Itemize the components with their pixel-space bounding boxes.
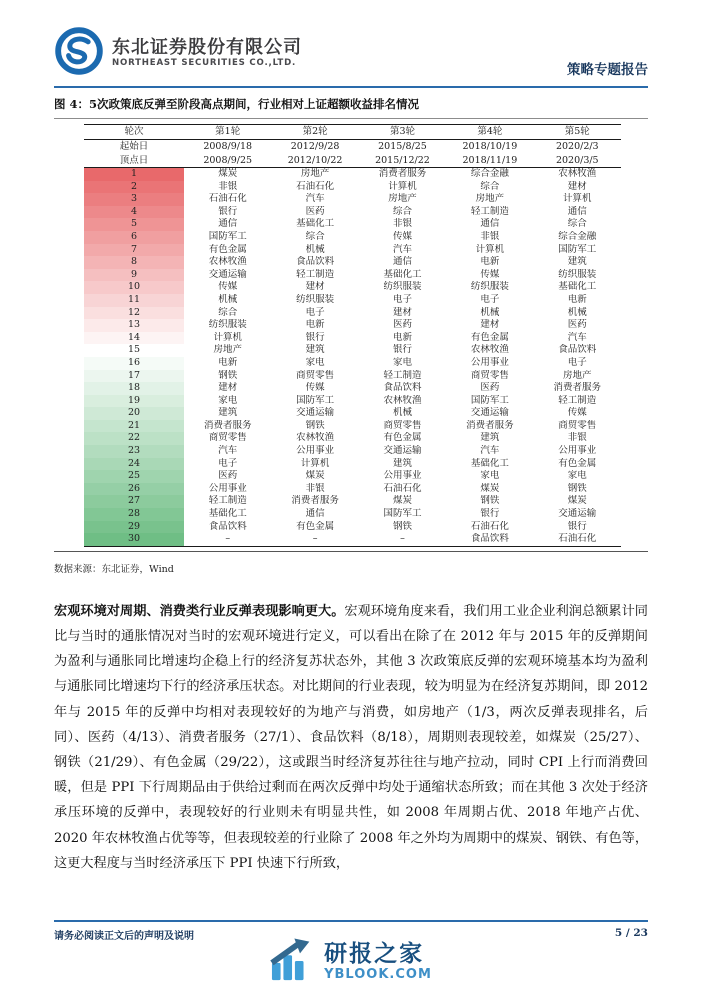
industry-cell: 非银 bbox=[392, 218, 412, 230]
rank-cell: 1 bbox=[84, 168, 184, 181]
industry-cell: 家电 bbox=[218, 394, 238, 406]
industry-cell: 交通运输 bbox=[383, 445, 422, 457]
start-date-row bbox=[84, 140, 621, 154]
industry-cell: 汽车 bbox=[392, 243, 412, 255]
table-row bbox=[84, 294, 621, 307]
industry-cell: 农林牧渔 bbox=[470, 344, 509, 356]
industry-cell: 国防军工 bbox=[558, 243, 597, 255]
table-row bbox=[84, 231, 621, 244]
table-row bbox=[84, 395, 621, 408]
company-name-block bbox=[112, 38, 302, 69]
rank-cell: 2 bbox=[84, 181, 184, 194]
table-row bbox=[84, 206, 621, 219]
industry-cell: 钢铁 bbox=[305, 419, 325, 431]
company-logo-icon bbox=[54, 26, 104, 80]
rank-cell: 13 bbox=[84, 319, 184, 332]
industry-cell: 基础化工 bbox=[296, 218, 335, 230]
industry-cell: 交通运输 bbox=[470, 407, 509, 419]
page-header bbox=[54, 0, 648, 88]
header-cell: 第3轮 bbox=[359, 125, 446, 140]
industry-cell: 有色金属 bbox=[558, 457, 597, 469]
industry-cell: 汽车 bbox=[480, 445, 500, 457]
industry-cell: 公用事业 bbox=[470, 356, 509, 368]
industry-cell: 建材 bbox=[567, 180, 587, 192]
rank-cell: 16 bbox=[84, 357, 184, 370]
industry-cell: 建材 bbox=[392, 306, 412, 318]
industry-cell: 汽车 bbox=[305, 193, 325, 205]
industry-cell: 钢铁 bbox=[480, 495, 500, 507]
industry-cell: 食品饮料 bbox=[383, 382, 422, 394]
industry-cell: 商贸零售 bbox=[383, 419, 422, 431]
table-row bbox=[84, 344, 621, 357]
table-row bbox=[84, 281, 621, 294]
industry-cell: 商贸零售 bbox=[470, 369, 509, 381]
industry-cell: 公用事业 bbox=[558, 445, 597, 457]
rank-cell: 28 bbox=[84, 508, 184, 521]
rank-cell: 26 bbox=[84, 483, 184, 496]
industry-cell: 消费者服务 bbox=[378, 168, 427, 179]
industry-cell: 计算机 bbox=[563, 193, 592, 205]
industry-cell: 食品饮料 bbox=[558, 344, 597, 356]
industry-cell: 国防军工 bbox=[208, 230, 247, 242]
industry-cell: 交通运输 bbox=[558, 508, 597, 520]
industry-cell: 食品饮料 bbox=[208, 520, 247, 532]
industry-cell: 有色金属 bbox=[296, 520, 335, 532]
industry-cell: 钢铁 bbox=[392, 520, 412, 532]
header-cell: 第1轮 bbox=[184, 125, 271, 140]
table-row bbox=[84, 256, 621, 269]
industry-cell: 基础化工 bbox=[383, 268, 422, 280]
rank-cell: 19 bbox=[84, 395, 184, 408]
table-row bbox=[84, 307, 621, 320]
industry-cell: 商贸零售 bbox=[208, 432, 247, 444]
company-name-cn: 东北证券股份有限公司 bbox=[112, 36, 302, 58]
header-cell: 第5轮 bbox=[534, 125, 621, 140]
header-cell: 第2轮 bbox=[271, 125, 358, 140]
table-row bbox=[84, 470, 621, 483]
industry-cell: 交通运输 bbox=[296, 407, 335, 419]
rank-cell: 15 bbox=[84, 344, 184, 357]
industry-cell: 国防军工 bbox=[383, 508, 422, 520]
header-cell: 2008/9/25 bbox=[184, 154, 271, 168]
industry-cell: 传媒 bbox=[305, 382, 325, 394]
industry-cell: 家电 bbox=[567, 470, 587, 482]
industry-cell: 食品饮料 bbox=[296, 256, 335, 268]
rank-cell: 22 bbox=[84, 432, 184, 445]
rank-cell: 6 bbox=[84, 231, 184, 244]
industry-cell: 医药 bbox=[480, 382, 500, 394]
table-row bbox=[84, 533, 621, 546]
industry-cell: 非银 bbox=[305, 482, 325, 494]
industry-cell: 综合 bbox=[305, 230, 325, 242]
watermark bbox=[0, 938, 702, 986]
page-number: 5 / 23 bbox=[614, 927, 648, 939]
table-row bbox=[84, 181, 621, 194]
header-cell: 2018/11/19 bbox=[446, 154, 533, 168]
industry-cell: 国防军工 bbox=[470, 394, 509, 406]
industry-cell: 家电 bbox=[392, 356, 412, 368]
rank-cell: 12 bbox=[84, 307, 184, 320]
industry-cell: 电新 bbox=[305, 319, 325, 331]
rank-cell: 5 bbox=[84, 218, 184, 231]
industry-cell: 有色金属 bbox=[470, 331, 509, 343]
industry-cell: 电新 bbox=[392, 331, 412, 343]
industry-cell: 建筑 bbox=[392, 457, 412, 469]
figure-bottom-rule bbox=[54, 551, 648, 552]
rank-cell: 29 bbox=[84, 521, 184, 534]
header-cell: 2020/3/5 bbox=[534, 154, 621, 168]
industry-cell: 传媒 bbox=[218, 281, 238, 293]
industry-cell: 通信 bbox=[218, 218, 238, 230]
industry-cell: 建筑 bbox=[305, 344, 325, 356]
industry-cell: 计算机 bbox=[300, 457, 330, 469]
rank-cell: 9 bbox=[84, 269, 184, 282]
industry-cell: 建材 bbox=[218, 382, 238, 394]
industry-cell: 轻工制造 bbox=[470, 205, 509, 217]
header-cell: 第4轮 bbox=[446, 125, 533, 140]
table-row bbox=[84, 407, 621, 420]
industry-cell: 房地产 bbox=[388, 193, 417, 205]
industry-cell: 建材 bbox=[480, 319, 500, 331]
industry-cell: 纺织服装 bbox=[383, 281, 422, 293]
industry-cell: 钢铁 bbox=[567, 482, 587, 494]
industry-cell: 银行 bbox=[305, 331, 325, 343]
header-cell: 起始日 bbox=[119, 141, 149, 152]
industry-cell: 房地产 bbox=[213, 344, 242, 356]
table-row bbox=[84, 483, 621, 496]
header-cell: 2012/9/28 bbox=[290, 141, 340, 152]
industry-cell: 煤炭 bbox=[392, 495, 412, 507]
industry-cell: 汽车 bbox=[218, 445, 238, 457]
industry-cell: 建筑 bbox=[567, 256, 587, 268]
industry-cell: 传媒 bbox=[567, 407, 587, 419]
industry-cell: 轻工制造 bbox=[296, 268, 335, 280]
industry-cell: 电子 bbox=[218, 457, 238, 469]
industry-cell: 石油石化 bbox=[296, 180, 335, 192]
industry-cell: 石油石化 bbox=[558, 533, 597, 545]
industry-cell: 建材 bbox=[305, 281, 325, 293]
industry-cell: 基础化工 bbox=[470, 457, 509, 469]
industry-cell: 房地产 bbox=[475, 193, 505, 205]
industry-cell: 综合 bbox=[218, 306, 238, 318]
table-row bbox=[84, 495, 621, 508]
rank-cell: 21 bbox=[84, 420, 184, 433]
industry-cell: 传媒 bbox=[392, 230, 412, 242]
paragraph-text: 宏观环境角度来看，我们用工业企业利润总额累计同比与当时的通胀情况对当时的宏观环境进行定义，可以看出在除了在 2012 年与 2015 年的反弹期间为盈利与通胀同比增速均企稳上行的经济复苏状态外，其他 3 次政策底反弹的宏观环境基本均为盈利与通胀同比增速均下行的经济承压状态。对比期间的行业表现，较为明显为在经济复苏期间，即 2012 年与 2015 年的反弹中均相对表现较好的为地产与消费，如房地产（1/3，两次反弹表现排名，后同）、医药（4/13）、消费者服务（27/1）、食品饮料（8/18），周期则表现较差，如煤炭（25/27）、钢铁（21/29）、有色金属（29/22），这或跟当时经济复苏往往与地产拉动，同时 CPI 上行而消费回暖，但是 PPI 下行周期品由于供给过剩而在两次反弹中均处于通缩状态所致；而在其他 3 次处于经济承压环境的反弹中，表现较好的行业则未有明显共性，如 2008 年周期占优、2018 年地产占优、2020 年农林牧渔占优等等，但表现较差的行业除了 2008 年之外均为周期中的煤炭、钢铁、有色等，这更大程度与当时经济承压下 PPI 快速下行所致， bbox=[54, 603, 649, 871]
rank-cell: 10 bbox=[84, 281, 184, 294]
industry-cell: 国防军工 bbox=[296, 394, 335, 406]
table-row bbox=[84, 370, 621, 383]
rank-cell: 14 bbox=[84, 332, 184, 345]
body-paragraph bbox=[54, 599, 648, 876]
industry-cell: 非银 bbox=[218, 180, 238, 192]
rank-cell: 20 bbox=[84, 407, 184, 420]
industry-cell: 银行 bbox=[218, 205, 238, 217]
peak-date-row bbox=[84, 154, 621, 168]
industry-cell: 房地产 bbox=[300, 168, 330, 179]
industry-cell: 纺织服装 bbox=[208, 319, 247, 331]
industry-cell: 银行 bbox=[392, 344, 412, 356]
industry-cell: 计算机 bbox=[213, 331, 242, 343]
industry-cell: 电子 bbox=[480, 293, 500, 305]
industry-cell: 纺织服装 bbox=[470, 281, 509, 293]
industry-cell: 综合金融 bbox=[470, 168, 509, 179]
industry-cell: 医药 bbox=[392, 319, 412, 331]
industry-cell: 交通运输 bbox=[208, 268, 247, 280]
table-row bbox=[84, 168, 621, 181]
industry-cell: 电子 bbox=[392, 293, 412, 305]
header-cell: 2008/9/18 bbox=[203, 141, 253, 152]
rank-cell: 8 bbox=[84, 256, 184, 269]
industry-cell: 通信 bbox=[392, 256, 412, 268]
industry-cell: 消费者服务 bbox=[553, 382, 602, 394]
industry-cell: 机械 bbox=[567, 306, 587, 318]
industry-cell: 食品饮料 bbox=[470, 533, 509, 545]
industry-cell: 基础化工 bbox=[208, 508, 247, 520]
table-row bbox=[84, 420, 621, 433]
table-row bbox=[84, 193, 621, 206]
industry-cell: 消费者服务 bbox=[291, 495, 339, 507]
rank-cell: 25 bbox=[84, 470, 184, 483]
watermark-name: 研报之家 bbox=[324, 941, 425, 968]
industry-cell: 计算机 bbox=[388, 180, 417, 192]
industry-cell: 综合金融 bbox=[558, 230, 597, 242]
industry-cell: 纺织服装 bbox=[558, 268, 597, 280]
industry-cell: 有色金属 bbox=[383, 432, 422, 444]
footer-disclaimer: 请务必阅读正文后的声明及说明 bbox=[54, 931, 194, 942]
rank-cell: 4 bbox=[84, 206, 184, 219]
rank-cell: 24 bbox=[84, 458, 184, 471]
industry-cell: 商贸零售 bbox=[558, 419, 597, 431]
watermark-site: YBLOOK.COM bbox=[324, 966, 432, 982]
header-cell: 轮次 bbox=[84, 125, 184, 140]
industry-cell: 汽车 bbox=[567, 331, 587, 343]
column-header-row bbox=[84, 125, 621, 140]
figure-title: 图 4：5次政策底反弹至阶段高点期间，行业相对上证超额收益排名情况 bbox=[54, 96, 648, 119]
industry-cell: 综合 bbox=[567, 218, 587, 230]
industry-cell: 煤炭 bbox=[480, 482, 500, 494]
industry-cell: 医药 bbox=[218, 470, 238, 482]
rank-cell: 27 bbox=[84, 495, 184, 508]
data-source: 数据来源：东北证券，Wind bbox=[54, 563, 174, 575]
industry-cell: 煤炭 bbox=[305, 470, 325, 482]
industry-cell: 非银 bbox=[567, 432, 587, 444]
rank-cell: 17 bbox=[84, 370, 184, 383]
industry-cell: 综合 bbox=[480, 180, 500, 192]
industry-cell: 石油石化 bbox=[383, 482, 422, 494]
industry-cell: 煤炭 bbox=[218, 168, 238, 179]
table-row bbox=[84, 269, 621, 282]
industry-cell: 农林牧渔 bbox=[208, 256, 247, 268]
industry-cell: 轻工制造 bbox=[383, 369, 422, 381]
brand bbox=[54, 26, 302, 80]
industry-cell: 电子 bbox=[567, 356, 587, 368]
table-row bbox=[84, 319, 621, 332]
industry-cell: 公用事业 bbox=[383, 470, 422, 482]
industry-cell: 通信 bbox=[305, 508, 325, 520]
industry-cell: 消费者服务 bbox=[466, 419, 514, 431]
industry-cell: 房地产 bbox=[563, 369, 592, 381]
industry-cell: 综合 bbox=[392, 205, 412, 217]
industry-cell: 银行 bbox=[567, 520, 587, 532]
industry-cell: – bbox=[312, 533, 318, 545]
industry-cell: – bbox=[225, 533, 231, 545]
industry-cell: 银行 bbox=[480, 508, 500, 520]
header-cell: 2020/2/3 bbox=[555, 141, 599, 152]
industry-cell: 有色金属 bbox=[208, 243, 247, 255]
table-row bbox=[84, 445, 621, 458]
industry-cell: 公用事业 bbox=[296, 445, 335, 457]
table-row bbox=[84, 244, 621, 257]
rank-cell: 11 bbox=[84, 294, 184, 307]
industry-cell: 建筑 bbox=[218, 407, 238, 419]
industry-cell: – bbox=[400, 533, 405, 545]
watermark-text bbox=[324, 942, 432, 981]
industry-cell: 电子 bbox=[305, 306, 325, 318]
report-type-label: 策略专题报告 bbox=[567, 62, 648, 78]
industry-cell: 电新 bbox=[480, 256, 500, 268]
watermark-chart-icon bbox=[270, 938, 316, 986]
table-row bbox=[84, 218, 621, 231]
rank-cell: 23 bbox=[84, 445, 184, 458]
industry-cell: 钢铁 bbox=[218, 369, 238, 381]
industry-cell: 农林牧渔 bbox=[558, 168, 597, 179]
industry-cell: 计算机 bbox=[475, 243, 505, 255]
table-row bbox=[84, 382, 621, 395]
header-cell: 顶点日 bbox=[84, 154, 184, 168]
industry-cell: 机械 bbox=[305, 243, 325, 255]
rank-cell: 3 bbox=[84, 193, 184, 206]
industry-cell: 机械 bbox=[218, 293, 238, 305]
header-cell: 2015/8/25 bbox=[378, 141, 427, 152]
industry-cell: 煤炭 bbox=[567, 495, 587, 507]
rank-table-head bbox=[84, 125, 621, 168]
table-row bbox=[84, 521, 621, 534]
industry-cell: 非银 bbox=[480, 230, 500, 242]
industry-cell: 通信 bbox=[480, 218, 500, 230]
rank-cell: 7 bbox=[84, 244, 184, 257]
industry-cell: 消费者服务 bbox=[203, 419, 252, 431]
industry-cell: 农林牧渔 bbox=[383, 394, 422, 406]
table-row bbox=[84, 458, 621, 471]
industry-cell: 商贸零售 bbox=[296, 369, 335, 381]
header-cell: 2015/12/22 bbox=[359, 154, 446, 168]
table-row bbox=[84, 432, 621, 445]
rank-cell: 18 bbox=[84, 382, 184, 395]
table-row bbox=[84, 508, 621, 521]
industry-cell: 通信 bbox=[567, 205, 587, 217]
industry-cell: 轻工制造 bbox=[558, 394, 597, 406]
industry-cell: 传媒 bbox=[480, 268, 500, 280]
industry-cell: 医药 bbox=[305, 205, 325, 217]
industry-cell: 石油石化 bbox=[208, 193, 247, 205]
company-name-en: NORTHEAST SECURITIES CO.,LTD. bbox=[112, 58, 297, 69]
industry-cell: 家电 bbox=[480, 470, 500, 482]
header-cell: 2018/10/19 bbox=[462, 141, 518, 152]
industry-cell: 农林牧渔 bbox=[296, 432, 335, 444]
industry-cell: 公用事业 bbox=[208, 482, 247, 494]
industry-cell: 建筑 bbox=[480, 432, 500, 444]
industry-cell: 机械 bbox=[480, 306, 500, 318]
rank-table bbox=[84, 124, 621, 547]
industry-cell: 石油石化 bbox=[470, 520, 509, 532]
industry-cell: 电新 bbox=[218, 356, 238, 368]
industry-cell: 纺织服装 bbox=[296, 293, 335, 305]
industry-cell: 医药 bbox=[567, 319, 587, 331]
rank-cell: 30 bbox=[84, 533, 184, 546]
industry-cell: 基础化工 bbox=[558, 281, 597, 293]
table-row bbox=[84, 357, 621, 370]
industry-cell: 轻工制造 bbox=[208, 495, 247, 507]
header-cell: 2012/10/22 bbox=[271, 154, 358, 168]
rank-table-body bbox=[84, 168, 621, 547]
table-row bbox=[84, 332, 621, 345]
industry-cell: 电新 bbox=[567, 293, 587, 305]
paragraph-lead: 宏观环境对周期、消费类行业反弹表现影响更大。 bbox=[54, 603, 345, 619]
industry-cell: 机械 bbox=[392, 407, 412, 419]
industry-cell: 家电 bbox=[305, 356, 325, 368]
